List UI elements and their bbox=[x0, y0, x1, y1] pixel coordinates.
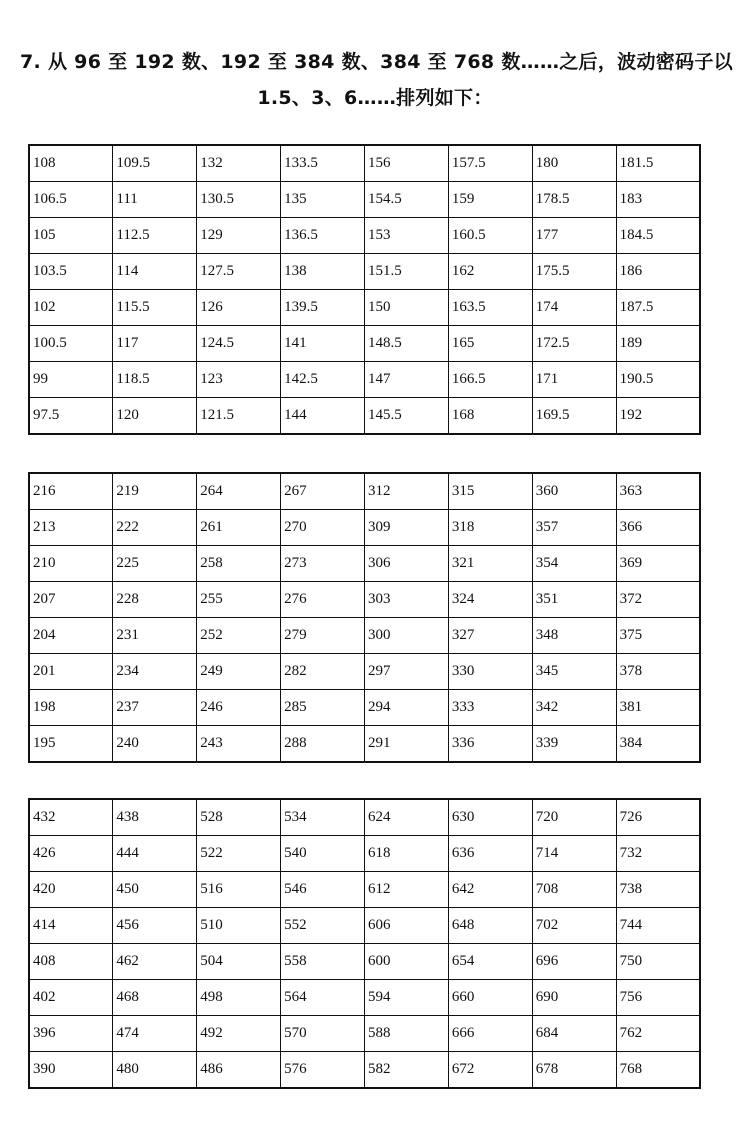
table-cell: 324 bbox=[448, 582, 532, 618]
table-cell: 552 bbox=[281, 908, 365, 944]
table-cell: 462 bbox=[113, 944, 197, 980]
table-cell: 222 bbox=[113, 510, 197, 546]
table-row bbox=[29, 182, 700, 218]
table-cell: 231 bbox=[113, 618, 197, 654]
table-cell: 186 bbox=[616, 254, 700, 290]
table-cell: 339 bbox=[532, 726, 616, 763]
table-cell: 216 bbox=[29, 473, 113, 510]
table-cell: 648 bbox=[448, 908, 532, 944]
codon-table-3 bbox=[28, 798, 701, 1089]
table-cell: 198 bbox=[29, 690, 113, 726]
table-row bbox=[29, 944, 700, 980]
table-cell: 558 bbox=[281, 944, 365, 980]
table-row bbox=[29, 326, 700, 362]
table-cell: 184.5 bbox=[616, 218, 700, 254]
table-cell: 118.5 bbox=[113, 362, 197, 398]
table-row bbox=[29, 510, 700, 546]
table-cell: 261 bbox=[197, 510, 281, 546]
table-cell: 148.5 bbox=[365, 326, 449, 362]
table-cell: 106.5 bbox=[29, 182, 113, 218]
table-cell: 528 bbox=[197, 799, 281, 836]
table-cell: 444 bbox=[113, 836, 197, 872]
table-cell: 102 bbox=[29, 290, 113, 326]
table-cell: 150 bbox=[365, 290, 449, 326]
table-cell: 187.5 bbox=[616, 290, 700, 326]
table-cell: 744 bbox=[616, 908, 700, 944]
table-cell: 178.5 bbox=[532, 182, 616, 218]
table-cell: 381 bbox=[616, 690, 700, 726]
table-cell: 510 bbox=[197, 908, 281, 944]
table-cell: 127.5 bbox=[197, 254, 281, 290]
table-cell: 345 bbox=[532, 654, 616, 690]
table-row bbox=[29, 473, 700, 510]
table-cell: 114 bbox=[113, 254, 197, 290]
table-cell: 357 bbox=[532, 510, 616, 546]
table-cell: 456 bbox=[113, 908, 197, 944]
table-cell: 600 bbox=[365, 944, 449, 980]
table-cell: 333 bbox=[448, 690, 532, 726]
table-cell: 642 bbox=[448, 872, 532, 908]
table-cell: 147 bbox=[365, 362, 449, 398]
table-cell: 732 bbox=[616, 836, 700, 872]
table-cell: 588 bbox=[365, 1016, 449, 1052]
table-cell: 372 bbox=[616, 582, 700, 618]
table-cell: 99 bbox=[29, 362, 113, 398]
table-cell: 546 bbox=[281, 872, 365, 908]
table-cell: 111 bbox=[113, 182, 197, 218]
table-cell: 696 bbox=[532, 944, 616, 980]
table-row bbox=[29, 690, 700, 726]
heading-line-2: 1.5、3、6……排列如下： bbox=[257, 87, 493, 109]
table-cell: 702 bbox=[532, 908, 616, 944]
table-cell: 504 bbox=[197, 944, 281, 980]
table-cell: 175.5 bbox=[532, 254, 616, 290]
table-cell: 315 bbox=[448, 473, 532, 510]
table-cell: 582 bbox=[365, 1052, 449, 1089]
table-cell: 474 bbox=[113, 1016, 197, 1052]
table-cell: 204 bbox=[29, 618, 113, 654]
table-cell: 142.5 bbox=[281, 362, 365, 398]
table-cell: 130.5 bbox=[197, 182, 281, 218]
table-cell: 738 bbox=[616, 872, 700, 908]
table-cell: 258 bbox=[197, 546, 281, 582]
table-cell: 190.5 bbox=[616, 362, 700, 398]
table-cell: 564 bbox=[281, 980, 365, 1016]
table-cell: 762 bbox=[616, 1016, 700, 1052]
table-cell: 120 bbox=[113, 398, 197, 435]
table-row bbox=[29, 1016, 700, 1052]
table-cell: 273 bbox=[281, 546, 365, 582]
table-cell: 153 bbox=[365, 218, 449, 254]
table-row bbox=[29, 254, 700, 290]
table-cell: 321 bbox=[448, 546, 532, 582]
table-cell: 97.5 bbox=[29, 398, 113, 435]
table-row bbox=[29, 799, 700, 836]
table-cell: 180 bbox=[532, 145, 616, 182]
table-cell: 300 bbox=[365, 618, 449, 654]
table-cell: 540 bbox=[281, 836, 365, 872]
table-cell: 666 bbox=[448, 1016, 532, 1052]
table-cell: 136.5 bbox=[281, 218, 365, 254]
table-cell: 690 bbox=[532, 980, 616, 1016]
heading-line-1: 7. 从 96 至 192 数、192 至 384 数、384 至 768 数……之后，波动密码子以 bbox=[20, 51, 733, 73]
table-cell: 414 bbox=[29, 908, 113, 944]
table-cell: 108 bbox=[29, 145, 113, 182]
table-cell: 172.5 bbox=[532, 326, 616, 362]
table-cell: 156 bbox=[365, 145, 449, 182]
table-row bbox=[29, 398, 700, 435]
table-cell: 129 bbox=[197, 218, 281, 254]
table-cell: 450 bbox=[113, 872, 197, 908]
table-cell: 351 bbox=[532, 582, 616, 618]
table-cell: 138 bbox=[281, 254, 365, 290]
table-cell: 264 bbox=[197, 473, 281, 510]
table-cell: 135 bbox=[281, 182, 365, 218]
table-cell: 154.5 bbox=[365, 182, 449, 218]
table-cell: 420 bbox=[29, 872, 113, 908]
table-cell: 606 bbox=[365, 908, 449, 944]
table-cell: 654 bbox=[448, 944, 532, 980]
table-cell: 117 bbox=[113, 326, 197, 362]
table-cell: 201 bbox=[29, 654, 113, 690]
table-cell: 468 bbox=[113, 980, 197, 1016]
table-cell: 100.5 bbox=[29, 326, 113, 362]
table-cell: 285 bbox=[281, 690, 365, 726]
table-cell: 297 bbox=[365, 654, 449, 690]
table-cell: 312 bbox=[365, 473, 449, 510]
table-cell: 396 bbox=[29, 1016, 113, 1052]
table-cell: 240 bbox=[113, 726, 197, 763]
table-row bbox=[29, 218, 700, 254]
table-cell: 183 bbox=[616, 182, 700, 218]
table-cell: 163.5 bbox=[448, 290, 532, 326]
table-cell: 168 bbox=[448, 398, 532, 435]
table-cell: 255 bbox=[197, 582, 281, 618]
table-cell: 225 bbox=[113, 546, 197, 582]
table-cell: 432 bbox=[29, 799, 113, 836]
table-cell: 369 bbox=[616, 546, 700, 582]
table-row bbox=[29, 618, 700, 654]
table-cell: 159 bbox=[448, 182, 532, 218]
table-cell: 165 bbox=[448, 326, 532, 362]
table-cell: 132 bbox=[197, 145, 281, 182]
table-cell: 174 bbox=[532, 290, 616, 326]
table-cell: 121.5 bbox=[197, 398, 281, 435]
table-cell: 246 bbox=[197, 690, 281, 726]
table-cell: 375 bbox=[616, 618, 700, 654]
table-cell: 342 bbox=[532, 690, 616, 726]
table-cell: 498 bbox=[197, 980, 281, 1016]
table-cell: 402 bbox=[29, 980, 113, 1016]
table-cell: 124.5 bbox=[197, 326, 281, 362]
table-cell: 480 bbox=[113, 1052, 197, 1089]
table-cell: 426 bbox=[29, 836, 113, 872]
table-row bbox=[29, 908, 700, 944]
table-cell: 354 bbox=[532, 546, 616, 582]
table-cell: 234 bbox=[113, 654, 197, 690]
table-cell: 624 bbox=[365, 799, 449, 836]
table-cell: 768 bbox=[616, 1052, 700, 1089]
table-cell: 192 bbox=[616, 398, 700, 435]
table-cell: 171 bbox=[532, 362, 616, 398]
table-cell: 144 bbox=[281, 398, 365, 435]
table-cell: 309 bbox=[365, 510, 449, 546]
table-cell: 288 bbox=[281, 726, 365, 763]
table-cell: 112.5 bbox=[113, 218, 197, 254]
table-cell: 282 bbox=[281, 654, 365, 690]
table-cell: 363 bbox=[616, 473, 700, 510]
table-cell: 160.5 bbox=[448, 218, 532, 254]
table-cell: 243 bbox=[197, 726, 281, 763]
table-cell: 438 bbox=[113, 799, 197, 836]
table-cell: 384 bbox=[616, 726, 700, 763]
table-cell: 522 bbox=[197, 836, 281, 872]
table-cell: 103.5 bbox=[29, 254, 113, 290]
table-row bbox=[29, 836, 700, 872]
table-cell: 618 bbox=[365, 836, 449, 872]
table-cell: 166.5 bbox=[448, 362, 532, 398]
table-cell: 672 bbox=[448, 1052, 532, 1089]
table-cell: 348 bbox=[532, 618, 616, 654]
table-cell: 576 bbox=[281, 1052, 365, 1089]
table-cell: 157.5 bbox=[448, 145, 532, 182]
table-cell: 306 bbox=[365, 546, 449, 582]
table-cell: 684 bbox=[532, 1016, 616, 1052]
table-cell: 390 bbox=[29, 1052, 113, 1089]
table-cell: 267 bbox=[281, 473, 365, 510]
table-cell: 151.5 bbox=[365, 254, 449, 290]
table-cell: 636 bbox=[448, 836, 532, 872]
table-cell: 249 bbox=[197, 654, 281, 690]
table-row bbox=[29, 582, 700, 618]
codon-table-2 bbox=[28, 472, 701, 763]
table-cell: 678 bbox=[532, 1052, 616, 1089]
table-cell: 756 bbox=[616, 980, 700, 1016]
table-cell: 115.5 bbox=[113, 290, 197, 326]
table-row bbox=[29, 872, 700, 908]
table-cell: 594 bbox=[365, 980, 449, 1016]
table-cell: 534 bbox=[281, 799, 365, 836]
table-cell: 123 bbox=[197, 362, 281, 398]
table-cell: 109.5 bbox=[113, 145, 197, 182]
table-cell: 213 bbox=[29, 510, 113, 546]
table-cell: 219 bbox=[113, 473, 197, 510]
table-cell: 279 bbox=[281, 618, 365, 654]
table-cell: 750 bbox=[616, 944, 700, 980]
table-cell: 408 bbox=[29, 944, 113, 980]
table-cell: 660 bbox=[448, 980, 532, 1016]
table-cell: 726 bbox=[616, 799, 700, 836]
table-cell: 145.5 bbox=[365, 398, 449, 435]
table-cell: 378 bbox=[616, 654, 700, 690]
table-cell: 210 bbox=[29, 546, 113, 582]
table-cell: 105 bbox=[29, 218, 113, 254]
table-cell: 169.5 bbox=[532, 398, 616, 435]
table-row bbox=[29, 654, 700, 690]
table-row bbox=[29, 290, 700, 326]
table-cell: 360 bbox=[532, 473, 616, 510]
table-cell: 207 bbox=[29, 582, 113, 618]
table-cell: 126 bbox=[197, 290, 281, 326]
table-cell: 181.5 bbox=[616, 145, 700, 182]
table-row bbox=[29, 145, 700, 182]
table-cell: 516 bbox=[197, 872, 281, 908]
table-cell: 141 bbox=[281, 326, 365, 362]
table-row bbox=[29, 546, 700, 582]
table-cell: 336 bbox=[448, 726, 532, 763]
table-cell: 189 bbox=[616, 326, 700, 362]
table-cell: 570 bbox=[281, 1016, 365, 1052]
table-row bbox=[29, 726, 700, 763]
table-cell: 177 bbox=[532, 218, 616, 254]
table-row bbox=[29, 1052, 700, 1089]
table-row bbox=[29, 362, 700, 398]
table-cell: 237 bbox=[113, 690, 197, 726]
table-cell: 720 bbox=[532, 799, 616, 836]
table-cell: 195 bbox=[29, 726, 113, 763]
table-cell: 714 bbox=[532, 836, 616, 872]
table-row bbox=[29, 980, 700, 1016]
table-cell: 366 bbox=[616, 510, 700, 546]
table-cell: 486 bbox=[197, 1052, 281, 1089]
table-cell: 612 bbox=[365, 872, 449, 908]
table-cell: 330 bbox=[448, 654, 532, 690]
table-cell: 327 bbox=[448, 618, 532, 654]
table-cell: 252 bbox=[197, 618, 281, 654]
table-cell: 630 bbox=[448, 799, 532, 836]
table-cell: 139.5 bbox=[281, 290, 365, 326]
codon-table-1 bbox=[28, 144, 701, 435]
table-cell: 708 bbox=[532, 872, 616, 908]
table-cell: 291 bbox=[365, 726, 449, 763]
table-cell: 276 bbox=[281, 582, 365, 618]
table-cell: 303 bbox=[365, 582, 449, 618]
table-cell: 318 bbox=[448, 510, 532, 546]
heading bbox=[20, 44, 733, 116]
table-cell: 133.5 bbox=[281, 145, 365, 182]
table-cell: 492 bbox=[197, 1016, 281, 1052]
table-cell: 162 bbox=[448, 254, 532, 290]
table-cell: 294 bbox=[365, 690, 449, 726]
table-cell: 228 bbox=[113, 582, 197, 618]
table-cell: 270 bbox=[281, 510, 365, 546]
